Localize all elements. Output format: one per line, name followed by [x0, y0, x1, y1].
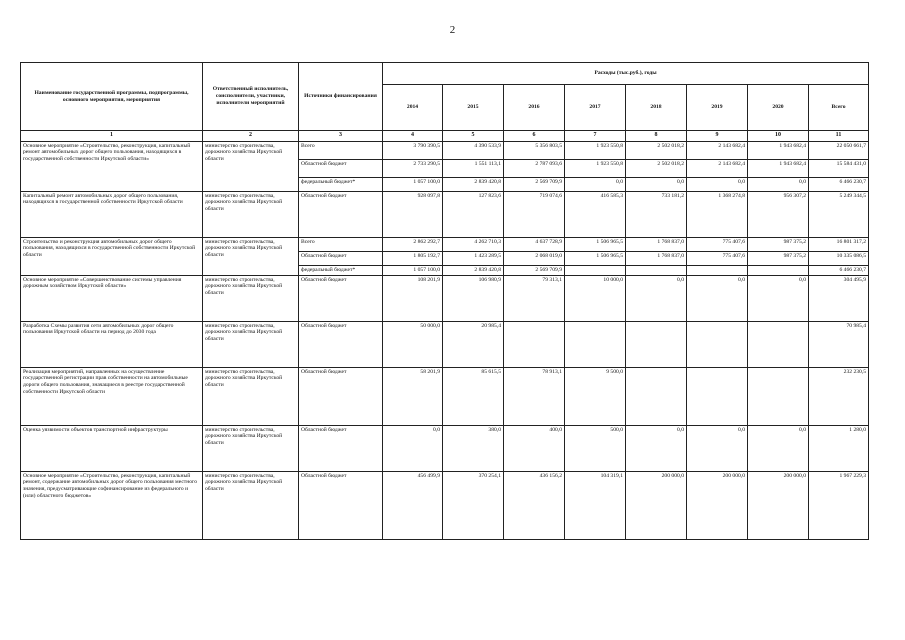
funding-source: Областной бюджет [299, 251, 383, 265]
year-value [626, 367, 687, 425]
activity-name: Оценка уязвимости объектов транспортной инфраструктуры [21, 425, 203, 471]
year-value: 1 943 682,4 [748, 159, 809, 177]
column-index: 2 [203, 131, 299, 142]
header-year: 2020 [748, 85, 809, 131]
year-value: 1 805 192,7 [383, 251, 443, 265]
year-value [626, 321, 687, 367]
year-value: 2 862 292,7 [383, 237, 443, 251]
year-value: 0,0 [565, 177, 626, 191]
year-value: 719 074,6 [504, 191, 565, 237]
header-total: Всего [809, 85, 869, 131]
year-value: 380,0 [443, 425, 504, 471]
year-value: 2 839 420,8 [443, 265, 504, 275]
year-value [687, 321, 748, 367]
executor: министерство строительства, дорожного хозяйства Иркутской области [203, 275, 299, 321]
year-value: 10 000,0 [565, 275, 626, 321]
header-year: 2018 [626, 85, 687, 131]
year-value: 436 156,2 [504, 471, 565, 539]
year-value: 200 000,0 [626, 471, 687, 539]
year-value: 2 143 682,4 [687, 159, 748, 177]
year-value: 1 368 274,8 [687, 191, 748, 237]
year-value [687, 265, 748, 275]
year-value: 20 985,4 [443, 321, 504, 367]
year-value: 200 000,0 [687, 471, 748, 539]
table-row [21, 471, 869, 539]
year-value: 1 768 837,0 [626, 251, 687, 265]
year-value: 79 313,1 [504, 275, 565, 321]
year-value: 58 201,9 [383, 367, 443, 425]
year-value: 104 319,1 [565, 471, 626, 539]
total-value: 1 280,0 [809, 425, 869, 471]
header-year: 2016 [504, 85, 565, 131]
table-row [21, 367, 869, 425]
executor: министерство строительства, дорожного хозяйства Иркутской области [203, 471, 299, 539]
year-value: 956 307,2 [748, 191, 809, 237]
year-value: 5 356 803,5 [504, 141, 565, 159]
funding-source: Областной бюджет [299, 275, 383, 321]
year-value: 1 423 289,5 [443, 251, 504, 265]
year-value: 416 585,3 [565, 191, 626, 237]
column-index: 10 [748, 131, 809, 142]
header-expenses: Расходы (тыс.руб.), годы [383, 63, 869, 85]
year-value: 0,0 [383, 425, 443, 471]
activity-name: Основное мероприятие «Строительство, реконструкция, капитальный ремонт, содержание автомобильных дорог общего пользования местного значения, предусматривающие софинансирование из федерального и (или) областного бюджетов» [21, 471, 203, 539]
year-value: 928 097,8 [383, 191, 443, 237]
year-value: 0,0 [748, 425, 809, 471]
total-value: 232 230,5 [809, 367, 869, 425]
year-value: 1 943 682,4 [748, 141, 809, 159]
total-value: 16 801 317,2 [809, 237, 869, 251]
year-value: 0,0 [687, 275, 748, 321]
year-value [748, 367, 809, 425]
table-row [21, 141, 869, 159]
year-value: 4 637 728,9 [504, 237, 565, 251]
table-row [21, 425, 869, 471]
funding-source: Областной бюджет [299, 425, 383, 471]
year-value: 78 913,1 [504, 367, 565, 425]
year-value: 2 143 682,4 [687, 141, 748, 159]
year-value: 1 923 550,8 [565, 141, 626, 159]
column-index: 5 [443, 131, 504, 142]
year-value [626, 265, 687, 275]
year-value: 2 502 018,2 [626, 159, 687, 177]
header-source: Источники финансирования [299, 63, 383, 131]
activity-name: Реализация мероприятий, направленных на осуществление государственной регистрации прав собственности на автомобильные дороги общего пользования, значащиеся в реестре государственной собственности Иркутской области [21, 367, 203, 425]
year-value: 400,0 [504, 425, 565, 471]
year-value: 85 615,5 [443, 367, 504, 425]
total-value: 70 985,4 [809, 321, 869, 367]
total-value: 6 466 230,7 [809, 265, 869, 275]
column-index: 3 [299, 131, 383, 142]
year-value: 2 502 018,2 [626, 141, 687, 159]
funding-source: Областной бюджет [299, 471, 383, 539]
year-value [748, 265, 809, 275]
year-value [504, 321, 565, 367]
table-row [21, 275, 869, 321]
total-value: 1 967 229,3 [809, 471, 869, 539]
year-value: 0,0 [626, 425, 687, 471]
year-value: 0,0 [687, 177, 748, 191]
year-value: 456 499,9 [383, 471, 443, 539]
year-value: 2 569 709,9 [504, 265, 565, 275]
funding-source: Всего [299, 141, 383, 159]
column-index: 1 [21, 131, 203, 142]
year-value: 3 790 390,5 [383, 141, 443, 159]
year-value: 200 000,0 [748, 471, 809, 539]
year-value: 2 839 420,8 [443, 177, 504, 191]
table-row [21, 321, 869, 367]
column-index: 6 [504, 131, 565, 142]
table-body [21, 141, 869, 539]
header-year: 2014 [383, 85, 443, 131]
funding-source: Областной бюджет [299, 159, 383, 177]
year-value [687, 367, 748, 425]
year-value: 1 768 837,0 [626, 237, 687, 251]
activity-name: Разработка Схемы развития сети автомобильных дорог общего пользования Иркутской области на период до 2030 года [21, 321, 203, 367]
year-value: 0,0 [748, 177, 809, 191]
activity-name: Капитальный ремонт автомобильных дорог общего пользования, находящихся в государственной собственности Иркутской области [21, 191, 203, 237]
year-value: 500,0 [565, 425, 626, 471]
year-value: 108 201,9 [383, 275, 443, 321]
year-value: 775 407,6 [687, 251, 748, 265]
year-value: 2 787 093,6 [504, 159, 565, 177]
funding-source: Всего [299, 237, 383, 251]
year-value: 50 000,0 [383, 321, 443, 367]
year-value: 0,0 [748, 275, 809, 321]
year-value: 4 262 710,3 [443, 237, 504, 251]
funding-source: Областной бюджет [299, 367, 383, 425]
year-value: 9 500,0 [565, 367, 626, 425]
column-index: 11 [809, 131, 869, 142]
executor: министерство строительства, дорожного хозяйства Иркутской области [203, 425, 299, 471]
year-value: 987 375,2 [748, 237, 809, 251]
year-value: 2 733 290,5 [383, 159, 443, 177]
year-value [565, 321, 626, 367]
total-value: 6 466 230,7 [809, 177, 869, 191]
year-value: 1 057 100,0 [383, 177, 443, 191]
executor: министерство строительства, дорожного хозяйства Иркутской области [203, 321, 299, 367]
year-value: 106 980,9 [443, 275, 504, 321]
executor: министерство строительства, дорожного хозяйства Иркутской области [203, 237, 299, 275]
year-value: 127 823,6 [443, 191, 504, 237]
year-value: 1 506 965,5 [565, 237, 626, 251]
table-row [21, 237, 869, 251]
funding-source: Областной бюджет [299, 321, 383, 367]
year-value: 1 923 550,8 [565, 159, 626, 177]
total-value: 22 050 661,7 [809, 141, 869, 159]
year-value: 1 057 100,0 [383, 265, 443, 275]
year-value: 0,0 [626, 275, 687, 321]
header-year: 2019 [687, 85, 748, 131]
page-number: 2 [449, 24, 456, 36]
year-value: 733 181,2 [626, 191, 687, 237]
column-index: 8 [626, 131, 687, 142]
year-value: 4 390 533,9 [443, 141, 504, 159]
column-index: 4 [383, 131, 443, 142]
year-value [565, 265, 626, 275]
total-value: 15 584 431,0 [809, 159, 869, 177]
executor: министерство строительства, дорожного хозяйства Иркутской области [203, 141, 299, 191]
funding-source: федеральный бюджет* [299, 177, 383, 191]
activity-name: Строительство и реконструкция автомобильных дорог общего пользования, находящихся в государственной собственности Иркутской области [21, 237, 203, 275]
executor: министерство строительства, дорожного хозяйства Иркутской области [203, 191, 299, 237]
executor: министерство строительства, дорожного хозяйства Иркутской области [203, 367, 299, 425]
total-value: 10 335 086,5 [809, 251, 869, 265]
header-executor: Ответственный исполнитель, соисполнители, участники, исполнители мероприятий [203, 63, 299, 131]
year-value: 370 254,1 [443, 471, 504, 539]
year-value: 1 506 965,5 [565, 251, 626, 265]
year-value: 0,0 [687, 425, 748, 471]
activity-name: Основное мероприятие «Совершенствование системы управления дорожным хозяйством Иркутской области» [21, 275, 203, 321]
total-value: 304 495,9 [809, 275, 869, 321]
activity-name: Основное мероприятие «Строительство, реконструкция, капитальный ремонт автомобильных дорог общего пользования, находящихся в государственной собственности Иркутской области» [21, 141, 203, 191]
table-row [21, 191, 869, 237]
column-index: 7 [565, 131, 626, 142]
header-name: Наименование государственной программы, подпрограммы, основного мероприятия, мероприятия [21, 63, 203, 131]
header-year: 2017 [565, 85, 626, 131]
expenses-table [20, 62, 869, 540]
year-value: 0,0 [626, 177, 687, 191]
year-value [748, 321, 809, 367]
year-value: 1 551 113,1 [443, 159, 504, 177]
funding-source: федеральный бюджет* [299, 265, 383, 275]
header-year: 2015 [443, 85, 504, 131]
year-value: 2 569 709,9 [504, 177, 565, 191]
year-value: 2 068 019,0 [504, 251, 565, 265]
year-value: 775 407,6 [687, 237, 748, 251]
total-value: 5 249 344,5 [809, 191, 869, 237]
year-value: 987 375,2 [748, 251, 809, 265]
funding-source: Областной бюджет [299, 191, 383, 237]
column-index: 9 [687, 131, 748, 142]
